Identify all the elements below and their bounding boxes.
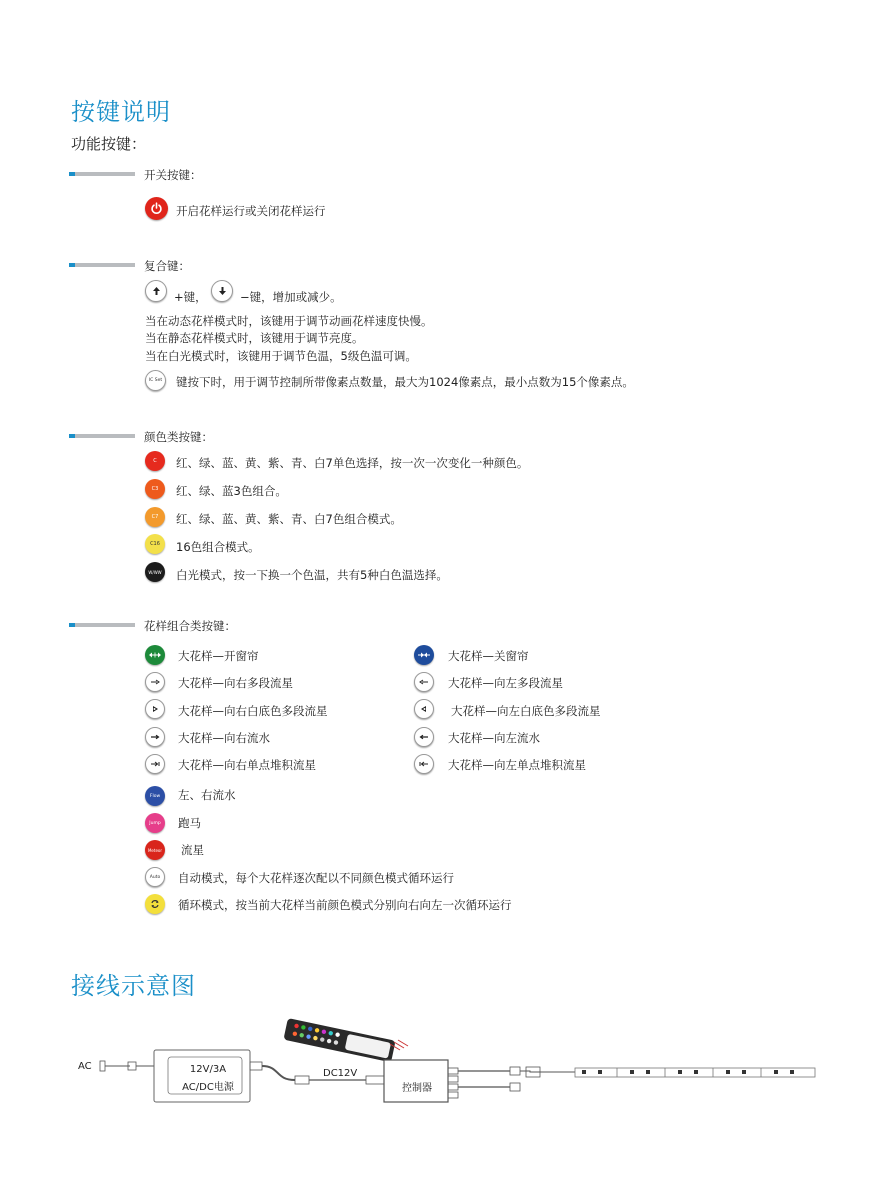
color-desc-c7: 红、绿、蓝、黄、紫、青、白7色组合模式。 [176, 512, 402, 526]
page-title: 按键说明 [71, 98, 171, 126]
color-button-c3[interactable]: C3 [145, 479, 165, 499]
compound-line-3: 当在白光模式时，该键用于调节色温，5级色温可调。 [145, 349, 417, 363]
pattern-left-3: 大花样—向右白底色多段流星 [178, 704, 328, 718]
arrow-left-icon [419, 679, 429, 685]
meteor-button[interactable]: Meteor [145, 840, 165, 860]
right-multi-meteor-button[interactable] [145, 672, 165, 692]
compound-line-2: 当在静态花样模式时，该键用于调节亮度。 [145, 331, 364, 345]
plus-text: +键， [174, 290, 207, 304]
section-bar [69, 263, 135, 267]
cycle-icon [150, 899, 160, 909]
left-white-meteor-button[interactable] [414, 699, 434, 719]
left-stack-meteor-button[interactable] [414, 754, 434, 774]
color-desc-w-ww: 白光模式，按一下换一个色温，共有5种白色温选择。 [176, 568, 448, 582]
pattern-right-5: 大花样—向左单点堆积流星 [448, 758, 586, 772]
remote-control-icon [283, 1018, 395, 1062]
color-button-w-ww[interactable]: W/WW [145, 562, 165, 582]
section-bar [69, 623, 135, 627]
power-button[interactable] [145, 197, 168, 220]
color-button-c[interactable]: C [145, 451, 165, 471]
close-curtain-button[interactable] [414, 645, 434, 665]
minus-text: −键，增加或减少。 [240, 290, 342, 304]
pattern-section-title: 花样组合类按键： [144, 619, 236, 633]
right-white-meteor-button[interactable] [145, 699, 165, 719]
function-keys-subtitle: 功能按键： [71, 135, 147, 153]
arrow-right-bar-icon [150, 761, 160, 767]
flow-description: 左、右流水 [178, 788, 236, 802]
dc-label: DC12V [323, 1068, 358, 1079]
color-button-c7[interactable]: C7 [145, 507, 165, 527]
auto-button[interactable]: Auto [145, 867, 165, 887]
psu-line-2: AC/DC电源 [182, 1082, 234, 1093]
arrow-left-bar-icon [419, 761, 429, 767]
pattern-right-2: 大花样—向左多段流星 [448, 676, 563, 690]
section-bar [69, 434, 135, 438]
icset-description: 键按下时，用于调节控制所带像素点数量，最大为1024像素点，最小点数为15个像素点。 [176, 375, 634, 389]
power-icon [150, 202, 163, 215]
flow-button[interactable]: Flow [145, 786, 165, 806]
pattern-left-2: 大花样—向右多段流星 [178, 676, 293, 690]
pattern-right-4: 大花样—向左流水 [448, 731, 540, 745]
wiring-diagram [70, 1010, 830, 1110]
right-flow-button[interactable] [145, 727, 165, 747]
arrow-right-icon [150, 734, 160, 740]
pattern-left-4: 大花样—向右流水 [178, 731, 270, 745]
ac-plug-icon [100, 1061, 105, 1071]
wiring-title: 接线示意图 [71, 972, 196, 1000]
compound-line-1: 当在动态花样模式时，该键用于调节动画花样速度快慢。 [145, 314, 433, 328]
left-flow-button[interactable] [414, 727, 434, 747]
pattern-left-1: 大花样—开窗帘 [178, 649, 259, 663]
section-bar [69, 172, 135, 176]
pattern-right-3: 大花样—向左白底色多段流星 [451, 704, 601, 718]
cycle-description: 循环模式，按当前大花样当前颜色模式分别向右向左一次循环运行 [178, 898, 512, 912]
controller-label: 控制器 [402, 1083, 432, 1094]
ac-label: AC [78, 1061, 92, 1072]
curtain-open-icon [149, 652, 161, 658]
psu-line-1: 12V/3A [189, 1064, 227, 1075]
pattern-left-5: 大花样—向右单点堆积流星 [178, 758, 316, 772]
arrow-left-dot-icon [419, 705, 429, 713]
jump-button[interactable]: Jump [145, 813, 165, 833]
power-section-title: 开关按键： [144, 168, 202, 182]
arrow-left-icon [419, 734, 429, 740]
power-description: 开启花样运行或关闭花样运行 [176, 204, 326, 218]
color-button-c16[interactable]: C16 [145, 534, 165, 554]
arrow-right-icon [150, 679, 160, 685]
color-desc-c16: 16色组合模式。 [176, 540, 260, 554]
minus-button[interactable] [211, 280, 233, 302]
curtain-close-icon [418, 652, 430, 658]
color-section-title: 颜色类按键： [144, 430, 213, 444]
compound-section-title: 复合键： [144, 259, 190, 273]
arrow-down-icon [218, 286, 227, 296]
icset-button[interactable]: IC Set [145, 370, 166, 391]
open-curtain-button[interactable] [145, 645, 165, 665]
plus-button[interactable] [145, 280, 167, 302]
arrow-up-icon [152, 286, 161, 296]
cycle-button[interactable] [145, 894, 165, 914]
pattern-right-1: 大花样—关窗帘 [448, 649, 529, 663]
auto-description: 自动模式，每个大花样逐次配以不同颜色模式循环运行 [178, 871, 454, 885]
left-multi-meteor-button[interactable] [414, 672, 434, 692]
right-stack-meteor-button[interactable] [145, 754, 165, 774]
color-desc-c3: 红、绿、蓝3色组合。 [176, 484, 287, 498]
meteor-description: 流星 [181, 843, 204, 857]
color-desc-c: 红、绿、蓝、黄、紫、青、白7单色选择，按一次一次变化一种颜色。 [176, 456, 529, 470]
arrow-right-dot-icon [150, 705, 160, 713]
jump-description: 跑马 [178, 816, 201, 830]
